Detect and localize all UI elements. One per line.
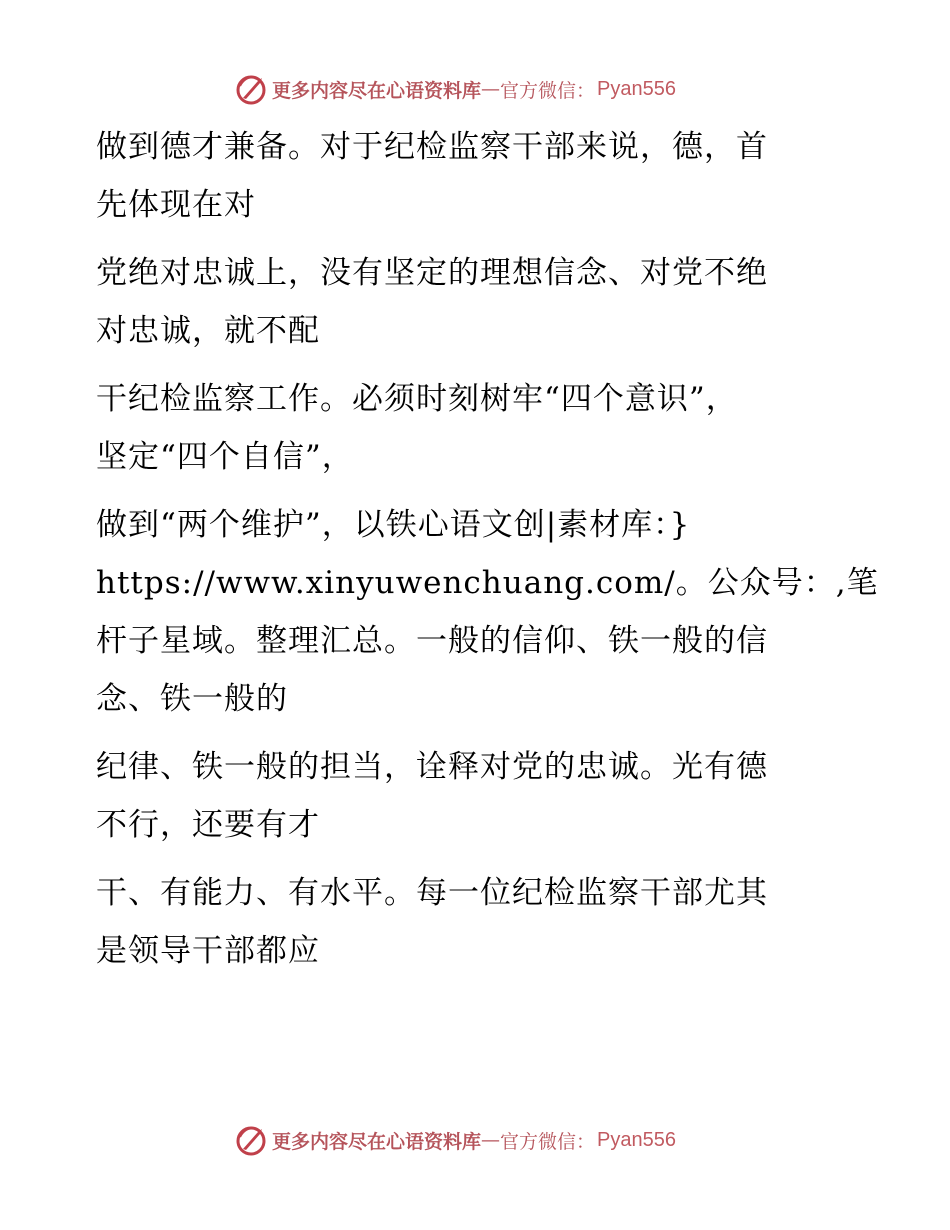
text-line: 是领导干部都应 bbox=[96, 933, 320, 969]
text-line: 做到“两个维护”，以铁心语文创|素材库：} bbox=[96, 507, 691, 543]
watermark-site-text: 更多内容尽在心语资料库 bbox=[272, 1130, 482, 1153]
watermark-separator: — bbox=[481, 1129, 501, 1151]
brush-logo-icon bbox=[234, 72, 268, 106]
header-watermark bbox=[234, 72, 676, 106]
document-body bbox=[96, 118, 879, 990]
brush-logo-icon bbox=[234, 1123, 268, 1157]
text-line: 干纪检监察工作。必须时刻树牢“四个意识”， bbox=[96, 381, 738, 417]
paragraph bbox=[96, 244, 866, 360]
watermark-wechat-label: 官方微信： bbox=[500, 79, 596, 102]
paragraph bbox=[96, 864, 866, 980]
text-line: 做到德才兼备。对于纪检监察干部来说，德，首 bbox=[96, 129, 768, 165]
text-line: 先体现在对 bbox=[96, 187, 256, 223]
text-line-url: https://www.xinyuwenchuang.com/。公众号：,笔 bbox=[96, 565, 879, 601]
watermark-wechat-id: Pyan556 bbox=[597, 1128, 676, 1151]
footer-watermark bbox=[234, 1123, 676, 1157]
text-line: 杆子星域。整理汇总。一般的信仰、铁一般的信 bbox=[96, 623, 768, 659]
paragraph bbox=[96, 370, 866, 486]
paragraph bbox=[96, 118, 866, 234]
text-line: 党绝对忠诚上，没有坚定的理想信念、对党不绝 bbox=[96, 255, 768, 291]
paragraph bbox=[96, 738, 866, 854]
text-line: 坚定“四个自信”， bbox=[96, 439, 354, 475]
text-line: 对忠诚，就不配 bbox=[96, 313, 320, 349]
paragraph bbox=[96, 496, 879, 728]
watermark-wechat-label: 官方微信： bbox=[500, 1130, 596, 1153]
text-line: 干、有能力、有水平。每一位纪检监察干部尤其 bbox=[96, 875, 768, 911]
text-line: 不行，还要有才 bbox=[96, 807, 320, 843]
watermark-wechat-id: Pyan556 bbox=[597, 77, 676, 100]
watermark-separator: — bbox=[481, 78, 501, 100]
watermark-site-text: 更多内容尽在心语资料库 bbox=[272, 79, 482, 102]
text-line: 纪律、铁一般的担当，诠释对党的忠诚。光有德 bbox=[96, 749, 768, 785]
text-line: 念、铁一般的 bbox=[96, 681, 288, 717]
